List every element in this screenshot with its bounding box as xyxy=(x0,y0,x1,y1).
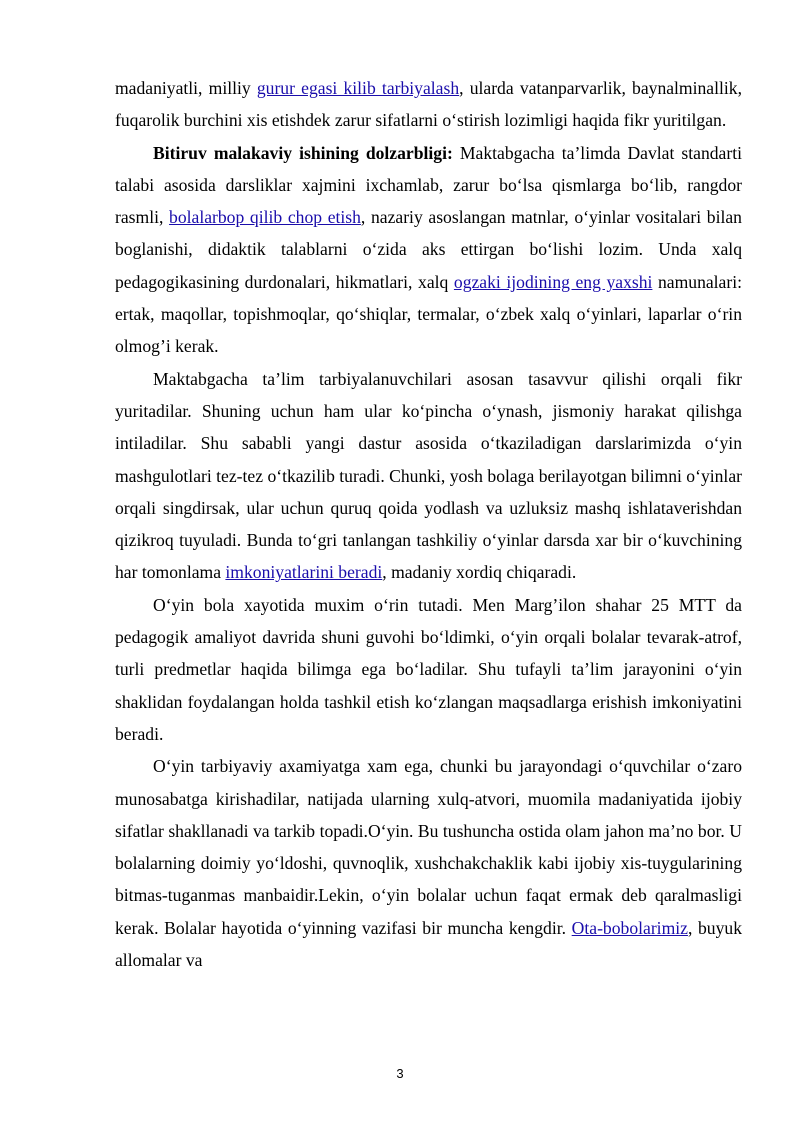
hyperlink-gurur-egasi[interactable]: gurur egasi kilib tarbiyalash xyxy=(256,78,460,98)
paragraph-3-text-2: , madaniy xordiq chiqaradi. xyxy=(382,562,577,583)
hyperlink-ota-bobolarimiz[interactable]: Ota-bobolarimiz xyxy=(571,917,688,938)
paragraph-4 xyxy=(115,589,742,750)
hyperlink-bolalarbop[interactable]: bolalarbop qilib chop etish xyxy=(169,207,361,228)
paragraph-1 xyxy=(115,72,742,137)
paragraph-2-text-2: , nazariy asoslangan matnlar, o‘yinlar vositalari bilan boglanishi, didaktik talablarni o‘zida aks ettirgan bo‘lishi lozim. Unda xalq pedagogikasining durdonalari, hikmatlari, xalq xyxy=(115,207,742,292)
section-heading-relevance: Bitiruv malakaviy ishining dolzarbligi: xyxy=(153,142,453,163)
paragraph-3 xyxy=(115,363,742,589)
paragraph-1-text-1: madaniyatli, milliy xyxy=(115,78,257,98)
paragraph-2-text-1: Maktabgacha ta’limda Davlat standarti talabi asosida darsliklar xajmini ixchamlab, zarur bo‘lsa qismlarga bo‘lib, rangdor rasmli, xyxy=(115,142,742,228)
hyperlink-imkoniyatlarini[interactable]: imkoniyatlarini beradi xyxy=(225,562,383,583)
paragraph-5-text-1: O‘yin tarbiyaviy axamiyatga xam ega, chunki bu jarayondagi o‘quvchilar o‘zaro munosabatga kirishadilar, natijada ularning xulq-atvori, muomila madaniyatida ijobiy sifatlar shakllanadi va tarkib topadi.O‘yin. Bu tushuncha ostida olam jahon ma’no bor. U bolalarning doimiy yo‘ldoshi, quvnoqlik, xushchakchaklik kabi ijobiy xis-tuygularining bitmas-tuganmas manbaidir.Lekin, o‘yin bolalar uchun faqat ermak deb qaralmasligi kerak. Bolalar hayotida o‘yinning vazifasi bir muncha kengdir. xyxy=(115,756,742,938)
paragraph-2 xyxy=(115,137,742,363)
paragraph-1-text-2: , ularda vatanparvarlik, baynalminallik, fuqarolik burchini xis etishdek zarur sifatlarni o‘stirish lozimligi haqida fikr yuritilgan. xyxy=(115,78,742,131)
paragraph-3-text-1: Maktabgacha ta’lim tarbiyalanuvchilari asosan tasavvur qilishi orqali fikr yuritadilar. Shuning uchun ham ular ko‘pincha o‘ynash, jismoniy harakat qilishga intiladilar. Shu sababli yangi dastur asosida o‘tkaziladigan darslarimizda o‘yin mashgulotlari tez-tez o‘tkazilib turadi. Chunki, yosh bolaga berilayotgan bilimni o‘yinlar orqali singdirsak, ular uchun quruq qoida yodlash va uzluksiz mashq ishlataverishdan qizikroq tuyuladi. Bunda to‘gri tanlangan tashkiliy o‘yinlar darsda xar bir o‘kuvchining har tomonlama xyxy=(115,368,742,583)
paragraph-2-text-3: namunalari: ertak, maqollar, topishmoqlar, qo‘shiqlar, termalar, o‘zbek xalq o‘yinlari, laparlar o‘rin olmog’i kerak. xyxy=(115,271,743,357)
paragraph-5-text-2: , buyuk allomalar va xyxy=(115,917,742,971)
paragraph-5 xyxy=(115,750,742,976)
paragraph-4-text-1: O‘yin bola xayotida muxim o‘rin tutadi. Men Marg’ilon shahar 25 MTT da pedagogik amaliyot davrida shuni guvohi bo‘ldimki, o‘yin orqali bolalar tevarak-atrof, turli predmetlar haqida bilimga ega bo‘ladilar. Shu tufayli ta’lim jarayonini o‘yin shaklidan foydalangan holda tashkil etish ko‘zlangan maqsadlarga erishish imkoniyatini beradi. xyxy=(115,594,742,744)
document-page xyxy=(115,72,742,976)
page-number: 3 xyxy=(396,1066,404,1081)
hyperlink-ogzaki-ijodining[interactable]: ogzaki ijodining eng yaxshi xyxy=(453,271,653,292)
